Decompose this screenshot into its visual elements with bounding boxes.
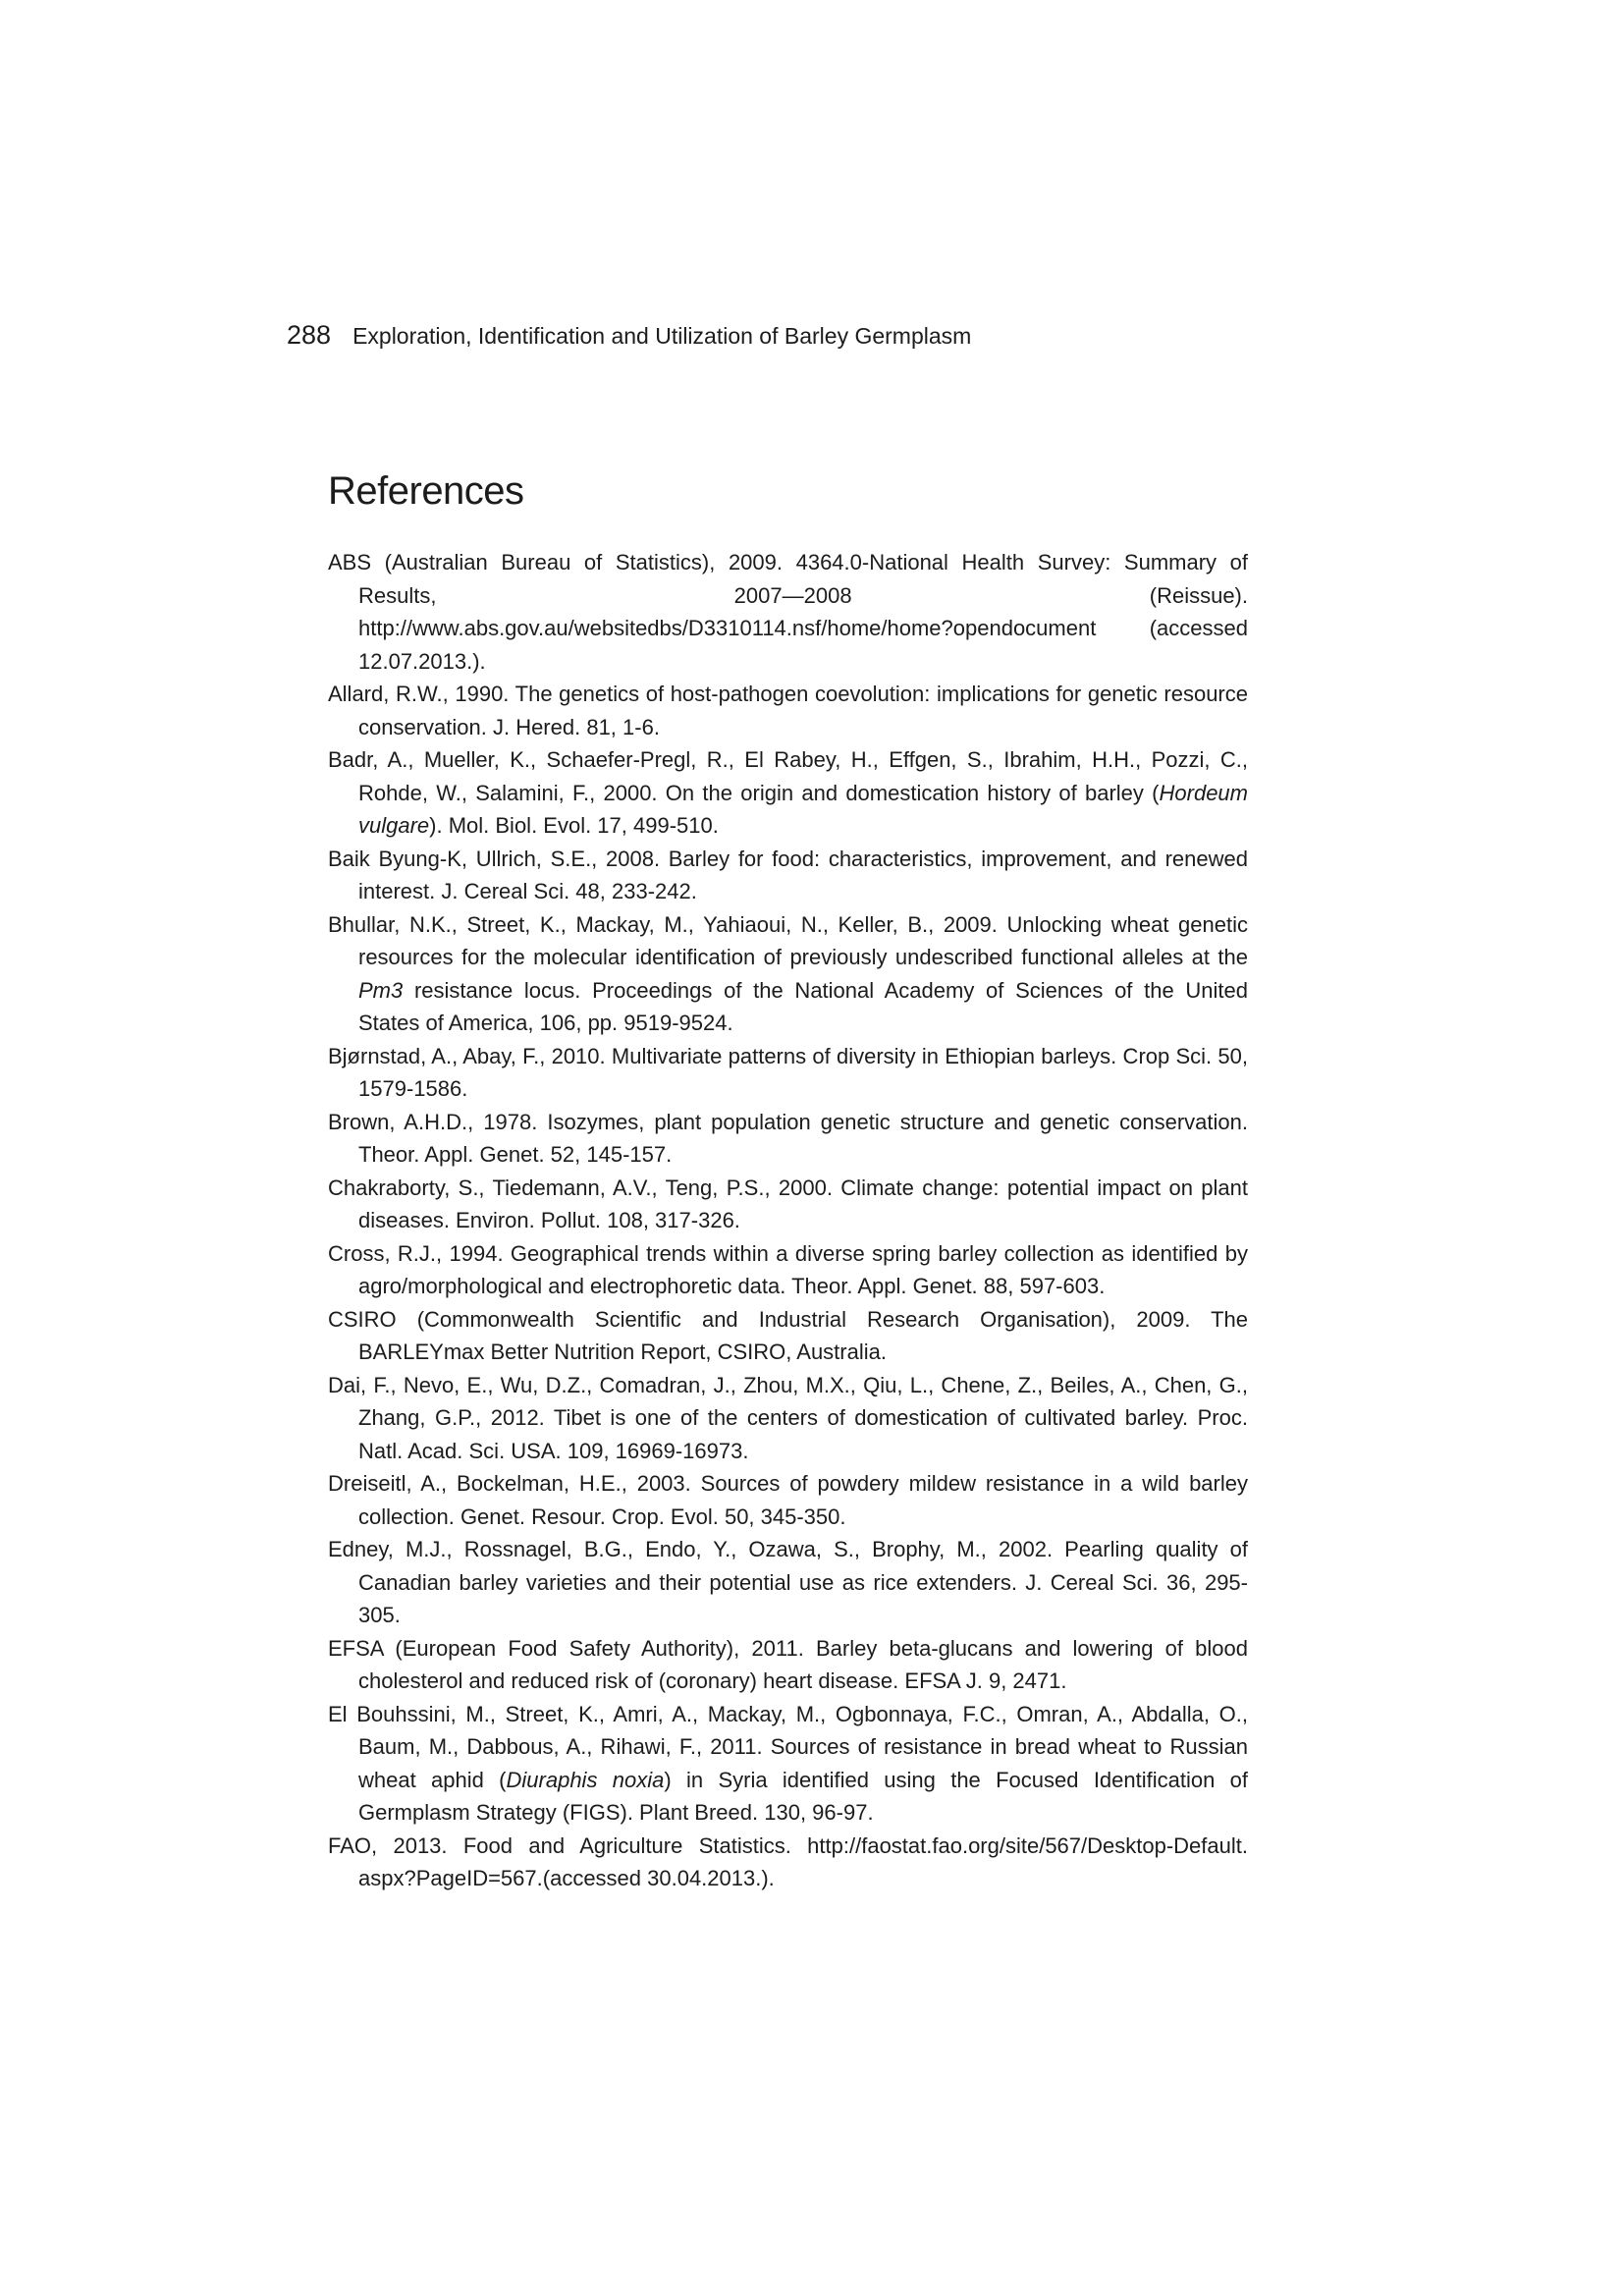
reference-text: Dreiseitl, A., Bockelman, H.E., 2003. Sources of powdery mildew resistance in a wild barley collection. Genet. Resour. Crop. Evol. 50, 345-350. [328, 1471, 1255, 1529]
reference-entry [328, 1467, 1255, 1533]
reference-entry [328, 1533, 1255, 1632]
reference-text: ) in Syria identified using the Focused Identification of Germplasm Strategy (FIGS). Plant Breed. 130, 96-97. [358, 1767, 1255, 1825]
reference-text: Bhullar, N.K., Street, K., Mackay, M., Yahiaoui, N., Keller, B., 2009. Unlocking wheat genetic resources for the molecular identification of previously undescribed functional alleles at the [328, 911, 1255, 969]
reference-entry [328, 1830, 1255, 1895]
reference-text: ABS (Australian Bureau of Statistics), 2009. 4364.0-National Health Survey: Summary of Results, 2007—2008 (Reissue). http://www.abs.gov.au/websitedbs/D3310114.nsf/home/home?opendocument (accessed 12.07.2013.). [328, 550, 1255, 674]
reference-text: resistance locus. Proceedings of the National Academy of Sciences of the United States of America, 106, pp. 9519-9524. [358, 977, 1255, 1035]
reference-text: Dai, F., Nevo, E., Wu, D.Z., Comadran, J., Zhou, M.X., Qiu, L., Chene, Z., Beiles, A., Chen, G., Zhang, G.P., 2012. Tibet is one of the centers of domestication of cultivated barley. Proc. Natl. Acad. Sci. USA. 109, 16969-16973. [328, 1372, 1255, 1463]
reference-list [328, 546, 1255, 1895]
reference-entry [328, 743, 1255, 843]
reference-italic-text: Diuraphis noxia [506, 1767, 665, 1792]
reference-text: Bjørnstad, A., Abay, F., 2010. Multivariate patterns of diversity in Ethiopian barleys. Crop Sci. 50, 1579-1586. [328, 1043, 1255, 1101]
reference-entry [328, 546, 1255, 678]
reference-text: EFSA (European Food Safety Authority), 2011. Barley beta-glucans and lowering of blood cholesterol and reduced risk of (coronary) heart disease. EFSA J. 9, 2471. [328, 1635, 1255, 1693]
reference-text: Cross, R.J., 1994. Geographical trends within a diverse spring barley collection as identified by agro/morphological and electrophoretic data. Theor. Appl. Genet. 88, 597-603. [328, 1240, 1255, 1298]
reference-entry [328, 1172, 1255, 1237]
reference-text: El Bouhssini, M., Street, K., Amri, A., Mackay, M., Ogbonnaya, F.C., Omran, A., Abdalla, O., Baum, M., Dabbous, A., Rihawi, F., 2011. Sources of resistance in bread wheat to Russian wheat aphid ( [328, 1701, 1255, 1792]
reference-entry [328, 1632, 1255, 1698]
reference-entry [328, 1237, 1255, 1303]
page-number: 288 [287, 320, 332, 350]
running-header-title: Exploration, Identification and Utilization of Barley Germplasm [352, 323, 972, 349]
section-heading: References [328, 469, 524, 513]
reference-text: ). Mol. Biol. Evol. 17, 499-510. [429, 813, 719, 838]
reference-entry [328, 678, 1255, 743]
reference-text: FAO, 2013. Food and Agriculture Statistics. http://faostat.fao.org/site/567/Desktop-Default. aspx?PageID=567.(accessed 30.04.2013.). [328, 1832, 1255, 1890]
reference-entry [328, 1106, 1254, 1172]
reference-entry [328, 908, 1255, 1040]
reference-text: Baik Byung-K, Ullrich, S.E., 2008. Barley for food: characteristics, improvement, and renewed interest. J. Cereal Sci. 48, 233-242. [328, 846, 1255, 903]
reference-entry [328, 843, 1255, 908]
reference-text: CSIRO (Commonwealth Scientific and Industrial Research Organisation), 2009. The BARLEYmax Better Nutrition Report, CSIRO, Australia. [328, 1306, 1255, 1364]
reference-text: Edney, M.J., Rossnagel, B.G., Endo, Y., Ozawa, S., Brophy, M., 2002. Pearling quality of Canadian barley varieties and their potential use as rice extenders. J. Cereal Sci. 36, 295-305. [328, 1537, 1255, 1627]
reference-entry [328, 1698, 1255, 1830]
reference-entry [328, 1369, 1255, 1468]
reference-entry [328, 1040, 1255, 1106]
reference-text: Brown, A.H.D., 1978. Isozymes, plant population genetic structure and genetic conservation. Theor. Appl. Genet. 52, 145-157. [328, 1109, 1254, 1167]
running-header [287, 318, 971, 353]
reference-italic-text: Pm3 [358, 977, 404, 1003]
reference-text: Allard, R.W., 1990. The genetics of host-pathogen coevolution: implications for genetic resource conservation. J. Hered. 81, 1-6. [328, 682, 1255, 739]
reference-text: Chakraborty, S., Tiedemann, A.V., Teng, P.S., 2000. Climate change: potential impact on plant diseases. Environ. Pollut. 108, 317-326. [328, 1175, 1255, 1232]
reference-text: Badr, A., Mueller, K., Schaefer-Pregl, R., El Rabey, H., Effgen, S., Ibrahim, H.H., Pozzi, C., Rohde, W., Salamini, F., 2000. On the origin and domestication history of barley ( [328, 747, 1255, 805]
reference-italic-text: Hordeum vulgare [358, 780, 1255, 838]
reference-entry [328, 1303, 1255, 1369]
